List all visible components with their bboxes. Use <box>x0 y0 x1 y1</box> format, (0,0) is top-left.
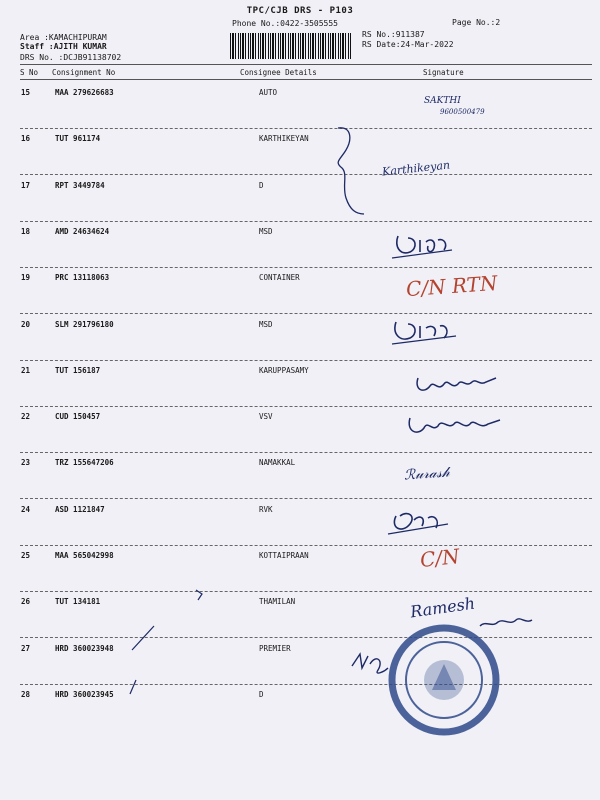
row-consignee-name: KARUPPASAMY <box>259 365 309 375</box>
row-consignment-number: MAA 565042998 <box>55 551 114 560</box>
signature-sakthi-phone: 9600500479 <box>440 108 485 116</box>
column-signature: Signature <box>423 68 464 77</box>
rs-number: RS No.:911387 <box>362 30 425 39</box>
row-consignee-name: D <box>259 689 264 699</box>
page-number: Page No.:2 <box>452 18 501 27</box>
row-consignment-number: CUD 150457 <box>55 412 101 422</box>
drs-number: DRS No. :DCJB91138702 <box>20 53 122 62</box>
row-serial-number: 28 <box>21 689 31 699</box>
row-consignment-number: ASD 1121847 <box>55 504 105 514</box>
row-serial-number: 21 <box>21 365 31 375</box>
row-consignment-number: SLM 291796180 <box>55 319 114 329</box>
row-consignment-number: TRZ 155647206 <box>55 458 114 468</box>
row-consignee-name: CONTAINER <box>259 273 300 283</box>
row-consignee-name: VSV <box>259 412 273 422</box>
row-consignee-name: MSD <box>259 226 273 236</box>
row-serial-number: 23 <box>21 458 31 468</box>
row-serial-number: 15 <box>21 88 31 97</box>
row-consignee-name: RVK <box>259 504 273 514</box>
row-serial-number: 27 <box>21 643 31 653</box>
company-seal <box>392 628 496 732</box>
row-consignment-number: TUT 961174 <box>55 134 101 144</box>
row-serial-number: 22 <box>21 412 31 422</box>
row-consignee-name: MSD <box>259 319 273 329</box>
column-sno: S No <box>20 68 39 77</box>
slash-mark-28 <box>130 680 136 694</box>
signature-ramesh: Ramesh <box>408 593 477 622</box>
row-serial-number: 18 <box>21 226 31 236</box>
document-title: TPC/CJB DRS - P103 <box>246 6 354 16</box>
cn-note: C/N <box>418 543 461 573</box>
row-consignment-number: TUT 134181 <box>55 597 101 607</box>
row-serial-number: 26 <box>21 597 31 607</box>
cn-rtn-note: C/N RTN <box>405 270 499 302</box>
row-consignment-number: TUT 156187 <box>55 365 101 375</box>
row-consignee-name: KOTTAIPRAAN <box>259 551 309 560</box>
row-consignee-name: D <box>259 180 264 190</box>
row-consignee-name: AUTO <box>259 88 278 97</box>
row-serial-number: 24 <box>21 504 31 514</box>
check-mark <box>196 590 202 600</box>
row-consignee-name: KARTHIKEYAN <box>259 134 309 144</box>
row-consignee-name: THAMILAN <box>259 597 296 607</box>
signature-scribble-26 <box>480 619 532 626</box>
row-consignment-number: HRD 360023945 <box>55 689 114 699</box>
row-serial-number: 16 <box>21 134 31 144</box>
signature-sakthi: SAKTHI <box>424 96 461 106</box>
row-consignment-number: PRC 13118063 <box>55 273 110 283</box>
row-serial-number: 25 <box>21 551 31 560</box>
area-label: Area :KAMACHIPURAM <box>20 33 107 42</box>
signature-scribble-22 <box>409 418 500 432</box>
signature-scribble-20 <box>395 322 447 339</box>
column-consignment: Consignment No <box>52 68 116 77</box>
signature-scribble-21 <box>417 378 496 390</box>
signature-namakkal: ℛ𝓊𝓇𝒶𝓈𝒽 <box>403 464 451 484</box>
row-consignment-number: RPT 3449784 <box>55 180 105 190</box>
row-serial-number: 20 <box>21 319 31 329</box>
slash-mark <box>132 626 154 650</box>
row-consignment-number: AMD 24634624 <box>55 226 110 236</box>
staff-label: Staff :AJITH KUMAR <box>20 42 107 51</box>
column-consignee: Consignee Details <box>240 68 317 77</box>
initials-scribble <box>352 654 388 673</box>
row-consignee-name: NAMAKKAL <box>259 458 296 468</box>
rs-date: RS Date:24-Mar-2022 <box>362 40 454 49</box>
row-consignee-name: PREMIER <box>259 643 291 653</box>
bracket-mark <box>338 128 364 214</box>
row-consignment-number: HRD 360023948 <box>55 643 114 653</box>
row-serial-number: 17 <box>21 180 31 190</box>
signature-karthikeyan: Karthikeyan <box>381 158 451 179</box>
signature-scribble-18 <box>397 236 446 253</box>
row-serial-number: 19 <box>21 273 31 283</box>
phone-number: Phone No.:0422-3505555 <box>232 19 338 28</box>
row-consignment-number: MAA 279626683 <box>55 88 114 97</box>
